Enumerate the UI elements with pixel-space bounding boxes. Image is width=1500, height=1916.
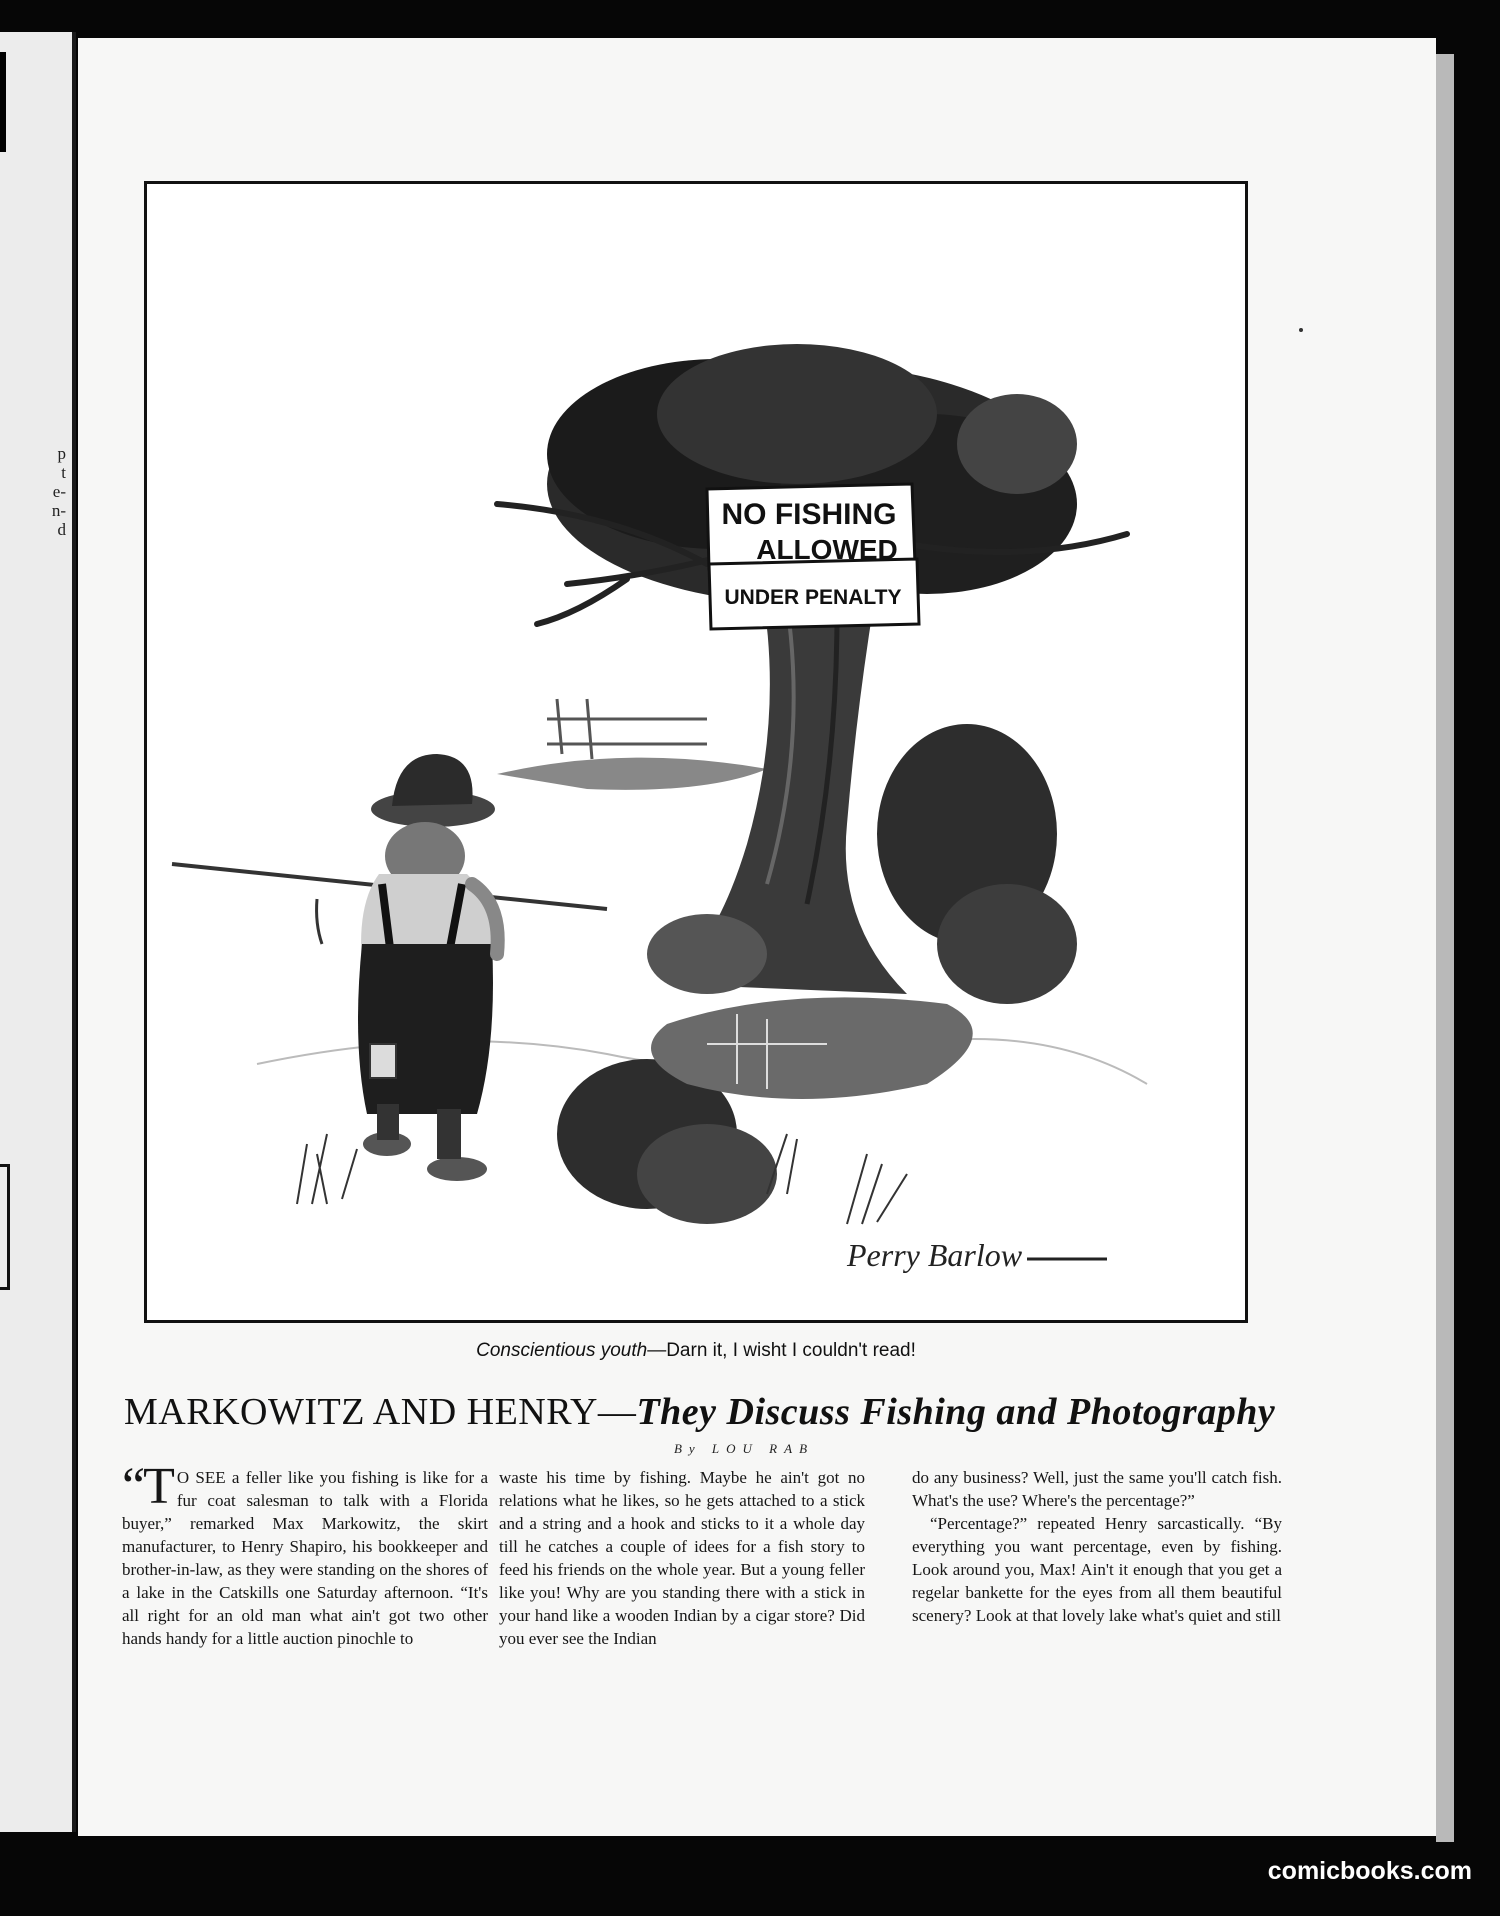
article-column-1: [122, 1458, 488, 1650]
speck: [1299, 328, 1303, 332]
title-subtitle: They Discuss Fishing and Photography: [636, 1391, 1276, 1433]
cartoon-illustration: [144, 181, 1248, 1323]
watermark: comicbooks.com: [1267, 1857, 1472, 1885]
cartoon-drawing: [147, 184, 1245, 1320]
article-column-3: [912, 1466, 1282, 1627]
boy-figure: [172, 754, 607, 1181]
article-column-2: [499, 1466, 865, 1650]
article-title: [124, 1390, 1364, 1434]
magazine-page: [78, 38, 1436, 1836]
caption-lead: Conscientious youth: [476, 1340, 648, 1361]
sign-line-1: NO FISHING: [721, 498, 897, 531]
column-3-paragraph-1: do any business? Well, just the same you'll catch fish. What's the use? Where's the percentage?”: [912, 1468, 1282, 1510]
sign-line-2: ALLOWED: [756, 534, 898, 565]
byline: By LOU RAB: [673, 1441, 815, 1456]
title-main: MARKOWITZ AND HENRY—: [124, 1391, 637, 1433]
page-edge: [1436, 54, 1454, 1842]
fence: [547, 699, 707, 759]
adjacent-page: [0, 32, 76, 1832]
sign-line-3: UNDER PENALTY: [724, 586, 902, 609]
artist-signature: Perry Barlow: [847, 1237, 1023, 1273]
binding-strip: [0, 52, 6, 152]
pond: [651, 997, 973, 1099]
bait-can: [370, 1044, 396, 1078]
no-fishing-sign: [707, 484, 919, 629]
column-1-text: O SEE a feller like you fishing is like for a fur coat salesman to talk with a Florida buyer,” remarked Max Markowitz, the skirt manufacturer, to Henry Shapiro, his bookkeeper and brother-in-law, as they were standing on the shores of a lake in the Catskills one Saturday afternoon. “It's all right for an old man what ain't got two other hands handy for a little auction pinochle to: [122, 1468, 488, 1648]
adjacent-page-box: [0, 1164, 10, 1290]
illustration-caption: [144, 1340, 1248, 1362]
boy-overalls: [358, 944, 493, 1114]
drop-cap: “T: [122, 1458, 173, 1515]
column-3-paragraph-2: “Percentage?” repeated Henry sarcastically. “By everything you want percentage, even by fishing. Look around you, Max! Ain't it enough that you get a regelar bankette for the eyes from all them beautiful scenery? Look at that lovely lake what's quiet and still: [912, 1514, 1282, 1625]
caption-text: —Darn it, I wisht I couldn't read!: [647, 1340, 916, 1361]
hat-crown: [392, 754, 473, 806]
column-2-text: waste his time by fishing. Maybe he ain't got no relations what he likes, so he gets attached to a stick and a string and a hook and sticks to it a whole day till he catches a couple of idees for a fish story to feed his friends on the whole year. But a young feller like you! Why are you standing there with a stick in your hand like a wooden Indian by a cigar store? Did you ever see the Indian: [499, 1468, 865, 1648]
adjacent-page-text: p t e- n- d: [51, 444, 66, 539]
